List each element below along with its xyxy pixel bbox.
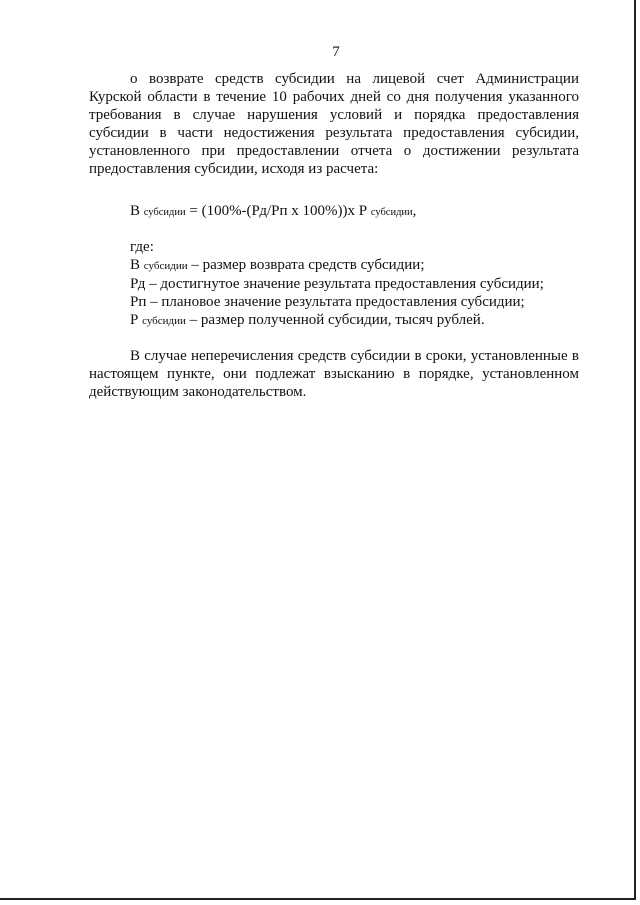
definition-item [130, 311, 579, 330]
definition-symbol: Рд [130, 276, 146, 292]
definition-text: – достигнутое значение результата предоставления субсидии; [145, 276, 544, 292]
definition-symbol: Р [130, 312, 139, 328]
definitions-list [89, 238, 579, 330]
definition-item [130, 293, 579, 311]
definition-text: – плановое значение результата предоставления субсидии; [146, 294, 525, 310]
page-number: 7 [332, 44, 340, 60]
definition-item [130, 275, 579, 293]
formula-expression: = (100%-(Рд/Рп х 100%))х Р [185, 203, 368, 219]
formula-rhs-subscript: субсидии [370, 207, 413, 218]
formula-end: , [412, 203, 417, 219]
paragraph-recovery: В случае неперечисления средств субсидии в сроки, установленные в настоящем пункте, они подлежат взысканию в порядке, установленном действующим законодательством. [89, 348, 579, 400]
definition-subscript: субсидии [142, 315, 186, 327]
definition-symbol: Рп [130, 294, 147, 310]
definition-symbol: В [130, 257, 141, 273]
formula-lhs-symbol: В [130, 203, 141, 219]
definitions-intro: где: [130, 239, 154, 255]
definition-subscript: субсидии [143, 260, 188, 272]
definition-item [130, 256, 579, 275]
definition-text: – размер возврата средств субсидии; [187, 257, 425, 273]
document-body [89, 70, 579, 401]
formula-lhs-subscript: субсидии [143, 207, 186, 218]
paragraph-refund-conditions: о возврате средств субсидии на лицевой счет Администрации Курской области в течение 10 рабочих дней со дня получения указанного требования в случае нарушения условий и порядка предоставления субсидии в части недостижения результата предоставления субсидии, установленного при предоставлении отчета о достижении результата предоставления субсидии, исходя из расчета: [89, 71, 579, 177]
refund-formula [130, 202, 579, 222]
definition-text: – размер полученной субсидии, тысяч рублей. [185, 312, 485, 328]
